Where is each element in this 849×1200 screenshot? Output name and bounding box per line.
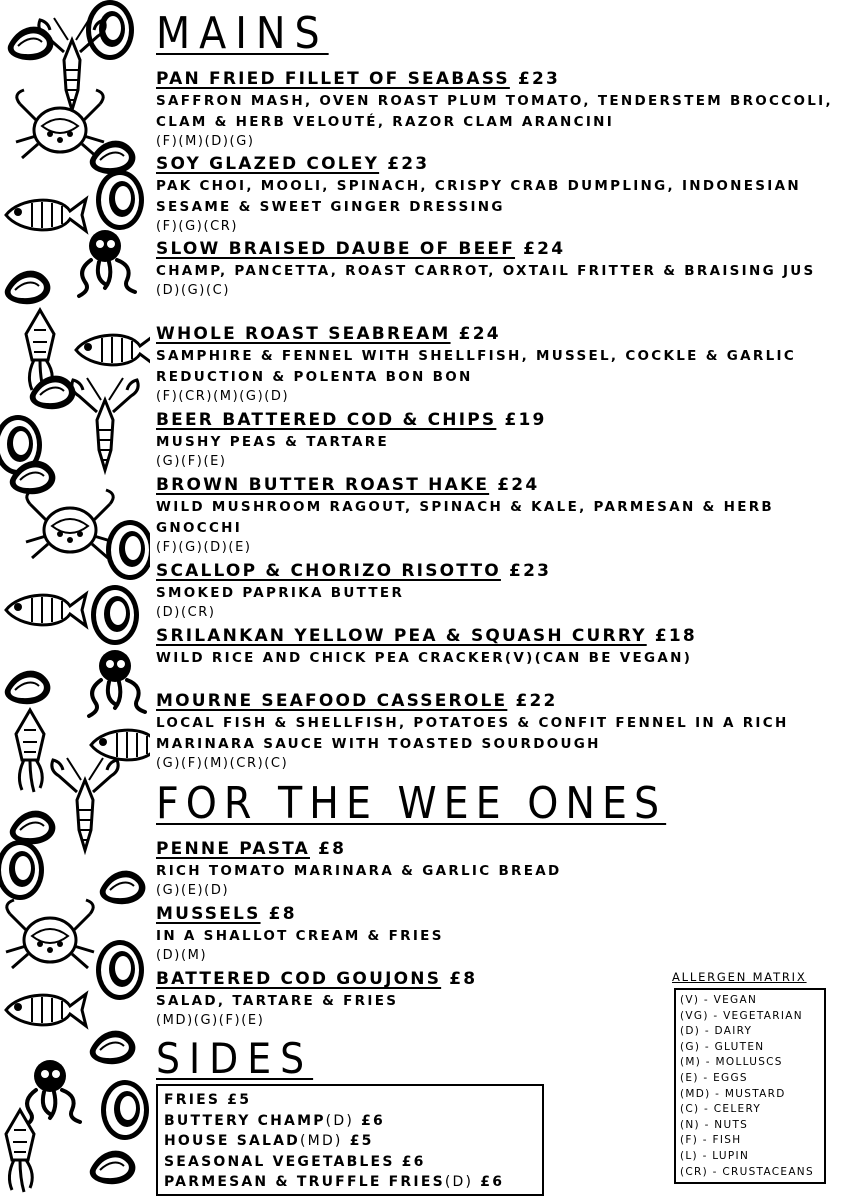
dish-name: SLOW BRAISED DAUBE OF BEEF — [156, 239, 516, 259]
dish-price: £18 — [654, 626, 697, 646]
allergen-entry: (L) - LUPIN — [680, 1149, 750, 1162]
allergen-entry: (G) - GLUTEN — [680, 1040, 765, 1053]
side-name: PARMESAN & TRUFFLE FRIES — [164, 1174, 445, 1190]
dish-allergens: (F)(G)(CR) — [156, 219, 239, 234]
side-allergen: (MD) — [300, 1133, 343, 1149]
side-price: £6 — [361, 1112, 385, 1129]
dish-price: £8 — [318, 839, 347, 859]
side-name: FRIES — [164, 1092, 221, 1108]
dish-price: £23 — [387, 154, 430, 174]
dish-price: £23 — [517, 69, 561, 89]
dish-price: £24 — [497, 475, 540, 495]
dish-allergens: (MD)(G)(F)(E) — [156, 1013, 265, 1028]
allergen-entry: (V) - VEGAN — [680, 994, 758, 1006]
side-item — [164, 1111, 536, 1132]
dish-description: SALAD, TARTARE & FRIES — [156, 993, 399, 1009]
dish-item — [156, 969, 656, 1030]
dish-name: PAN FRIED FILLET OF SEABASS — [156, 69, 510, 89]
dish-allergens: (F)(G)(D)(E) — [156, 540, 252, 555]
dish-item — [156, 626, 846, 669]
dish-item — [156, 410, 846, 471]
dish-price: £19 — [504, 410, 547, 430]
allergen-matrix — [674, 988, 826, 1184]
side-name: SEASONAL VEGETABLES — [164, 1153, 395, 1170]
dish-description: RICH TOMATO MARINARA & GARLIC BREAD — [156, 863, 562, 879]
allergen-entry: (D) - DAIRY — [680, 1025, 753, 1038]
sides-box — [156, 1084, 544, 1196]
allergen-entry: (MD) - MUSTARD — [680, 1087, 786, 1100]
side-name: HOUSE SALAD — [164, 1133, 301, 1149]
side-item — [164, 1090, 536, 1111]
wee-ones-heading: FOR THE WEE ONES — [156, 778, 667, 829]
dish-allergens: (D)(M) — [156, 948, 208, 963]
allergen-entry: (C) - CELERY — [680, 1103, 762, 1116]
dish-allergens: (D)(G)(C) — [156, 283, 230, 298]
side-allergen: (D) — [444, 1174, 474, 1190]
dish-allergens: (F)(CR)(M)(G)(D) — [156, 389, 290, 404]
sides-heading: SIDES — [156, 1034, 314, 1083]
dish-description: LOCAL FISH & SHELLFISH, POTATOES & CONFIT FENNEL IN A RICH MARINARA SAUCE WITH TOASTED SOURDOUGH — [156, 715, 789, 752]
side-allergen: (D) — [325, 1112, 354, 1129]
dish-item — [156, 839, 846, 900]
dish-name: SOY GLAZED COLEY — [156, 154, 380, 174]
side-item — [164, 1131, 536, 1152]
side-price: £6 — [401, 1153, 426, 1170]
dish-description: IN A SHALLOT CREAM & FRIES — [156, 928, 444, 944]
allergen-entry: (M) - MOLLUSCS — [680, 1056, 783, 1069]
dish-name: MOURNE SEAFOOD CASSEROLE — [156, 691, 508, 711]
allergen-entry: (VG) - VEGETARIAN — [680, 1009, 803, 1022]
dish-description: SAMPHIRE & FENNEL WITH SHELLFISH, MUSSEL, COCKLE & GARLIC REDUCTION & POLENTA BON BON — [156, 348, 797, 385]
allergen-matrix-title: ALLERGEN MATRIX — [672, 970, 807, 984]
dish-item — [156, 69, 846, 151]
dish-allergens: (F)(M)(D)(G) — [156, 134, 255, 149]
dish-description: CHAMP, PANCETTA, ROAST CARROT, OXTAIL FRITTER & BRAISING JUS — [156, 263, 816, 279]
dish-price: £24 — [458, 324, 501, 344]
dish-allergens: (G)(F)(E) — [156, 454, 227, 469]
side-price: £5 — [227, 1092, 252, 1108]
dish-price: £23 — [509, 561, 552, 581]
dish-item — [156, 561, 846, 622]
dish-description: MUSHY PEAS & TARTARE — [156, 434, 389, 450]
dish-name: SRILANKAN YELLOW PEA & SQUASH CURRY — [156, 626, 647, 646]
side-item — [164, 1172, 536, 1193]
side-name: BUTTERY CHAMP — [164, 1112, 326, 1129]
dish-allergens: (G)(F)(M)(CR)(C) — [156, 756, 289, 771]
mains-heading: MAINS — [156, 8, 329, 59]
dish-description: SMOKED PAPRIKA BUTTER — [156, 585, 405, 601]
allergen-entry: (F) - FISH — [680, 1134, 742, 1147]
dish-price: £22 — [515, 691, 558, 711]
side-item — [164, 1152, 536, 1173]
dish-description: WILD MUSHROOM RAGOUT, SPINACH & KALE, PARMESAN & HERB GNOCCHI — [156, 499, 775, 536]
allergen-entry: (CR) - CRUSTACEANS — [680, 1165, 814, 1178]
dish-item — [156, 691, 846, 773]
dish-description: WILD RICE AND CHICK PEA CRACKER(V)(CAN BE VEGAN) — [156, 650, 693, 666]
dish-name: BEER BATTERED COD & CHIPS — [156, 410, 497, 430]
dish-price: £24 — [523, 239, 566, 259]
seafood-illustration-border — [0, 0, 150, 1200]
dish-name: BATTERED COD GOUJONS — [156, 969, 442, 989]
dish-price: £8 — [449, 969, 478, 989]
allergen-entry: (E) - EGGS — [680, 1071, 748, 1084]
dish-allergens: (D)(CR) — [156, 605, 216, 620]
dish-item — [156, 475, 846, 557]
dish-name: BROWN BUTTER ROAST HAKE — [156, 475, 490, 495]
dish-price: £8 — [268, 904, 297, 924]
dish-name: MUSSELS — [156, 904, 261, 924]
dish-item — [156, 154, 846, 236]
dish-item — [156, 324, 846, 406]
dish-item — [156, 239, 846, 300]
dish-name: PENNE PASTA — [156, 839, 310, 859]
dish-item — [156, 904, 846, 965]
dish-name: WHOLE ROAST SEABREAM — [156, 324, 451, 344]
side-price: £6 — [480, 1174, 505, 1190]
dish-description: PAK CHOI, MOOLI, SPINACH, CRISPY CRAB DUMPLING, INDONESIAN SESAME & SWEET GINGER DRESSING — [156, 178, 801, 215]
side-price: £5 — [349, 1133, 374, 1149]
allergen-entry: (N) - NUTS — [680, 1118, 749, 1131]
dish-name: SCALLOP & CHORIZO RISOTTO — [156, 561, 501, 581]
dish-allergens: (G)(E)(D) — [156, 883, 230, 898]
dish-description: SAFFRON MASH, OVEN ROAST PLUM TOMATO, TENDERSTEM BROCCOLI, CLAM & HERB VELOUTÉ, RAZOR CLAM ARANCINI — [156, 93, 833, 130]
